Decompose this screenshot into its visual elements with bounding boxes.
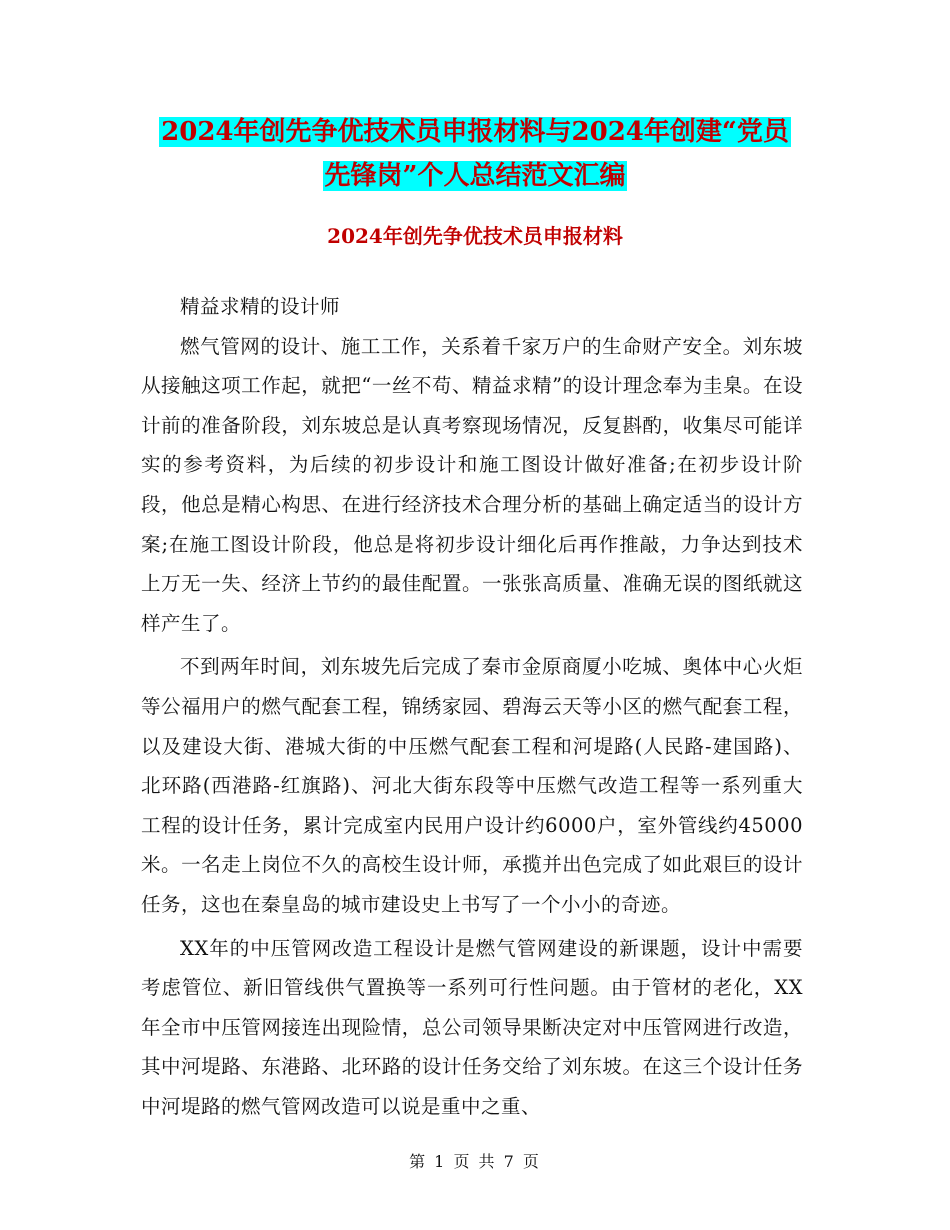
document-title: [0, 110, 950, 198]
subheading: 精益求精的设计师: [180, 295, 341, 318]
document-title-line-1: 2024年创先争优技术员申报材料与2024年创建“党员: [161, 117, 789, 147]
page-footer: 第 1 页 共 7 页: [409, 1152, 541, 1171]
document-title-line-2: 先锋岗”个人总结范文汇编: [324, 161, 626, 191]
paragraph-2: 不到两年时间，刘东坡先后完成了秦市金原商厦小吃城、奥体中心火炬等公福用户的燃气配套工程，锦绣家园、碧海云天等小区的燃气配套工程，以及建设大街、港城大街的中压燃气配套工程和河堤路(人民路-建国路)、北环路(西港路-红旗路)、河北大街东段等中压燃气改造工程等一系列重大工程的设计任务，累计完成室内民用户设计约6000户，室外管线约45000米。一名走上岗位不久的高校生设计师，承揽并出色完成了如此艰巨的设计任务，这也在秦皇岛的城市建设史上书写了一个小小的奇迹。: [141, 655, 803, 916]
paragraph-3: XX年的中压管网改造工程设计是燃气管网建设的新课题，设计中需要考虑管位、新旧管线供气置换等一系列可行性问题。由于管材的老化，XX年全市中压管网接连出现险情，总公司领导果断决定对中压管网进行改造，其中河堤路、东港路、北环路的设计任务交给了刘东坡。在这三个设计任务中河堤路的燃气管网改造可以说是重中之重、: [141, 936, 803, 1118]
section-heading: 2024年创先争优技术员申报材料: [327, 224, 623, 248]
paragraph-1: 燃气管网的设计、施工工作，关系着千家万户的生命财产安全。刘东坡从接触这项工作起，就把“一丝不苟、精益求精”的设计理念奉为圭臬。在设计前的准备阶段，刘东坡总是认真考察现场情况，反复斟酌，收集尽可能详实的参考资料，为后续的初步设计和施工图设计做好准备;在初步设计阶段，他总是精心构思、在进行经济技术合理分析的基础上确定适当的设计方案;在施工图设计阶段，他总是将初步设计细化后再作推敲，力争达到技术上万无一失、经济上节约的最佳配置。一张张高质量、准确无误的图纸就这样产生了。: [141, 334, 803, 635]
body-text: [141, 287, 803, 1126]
